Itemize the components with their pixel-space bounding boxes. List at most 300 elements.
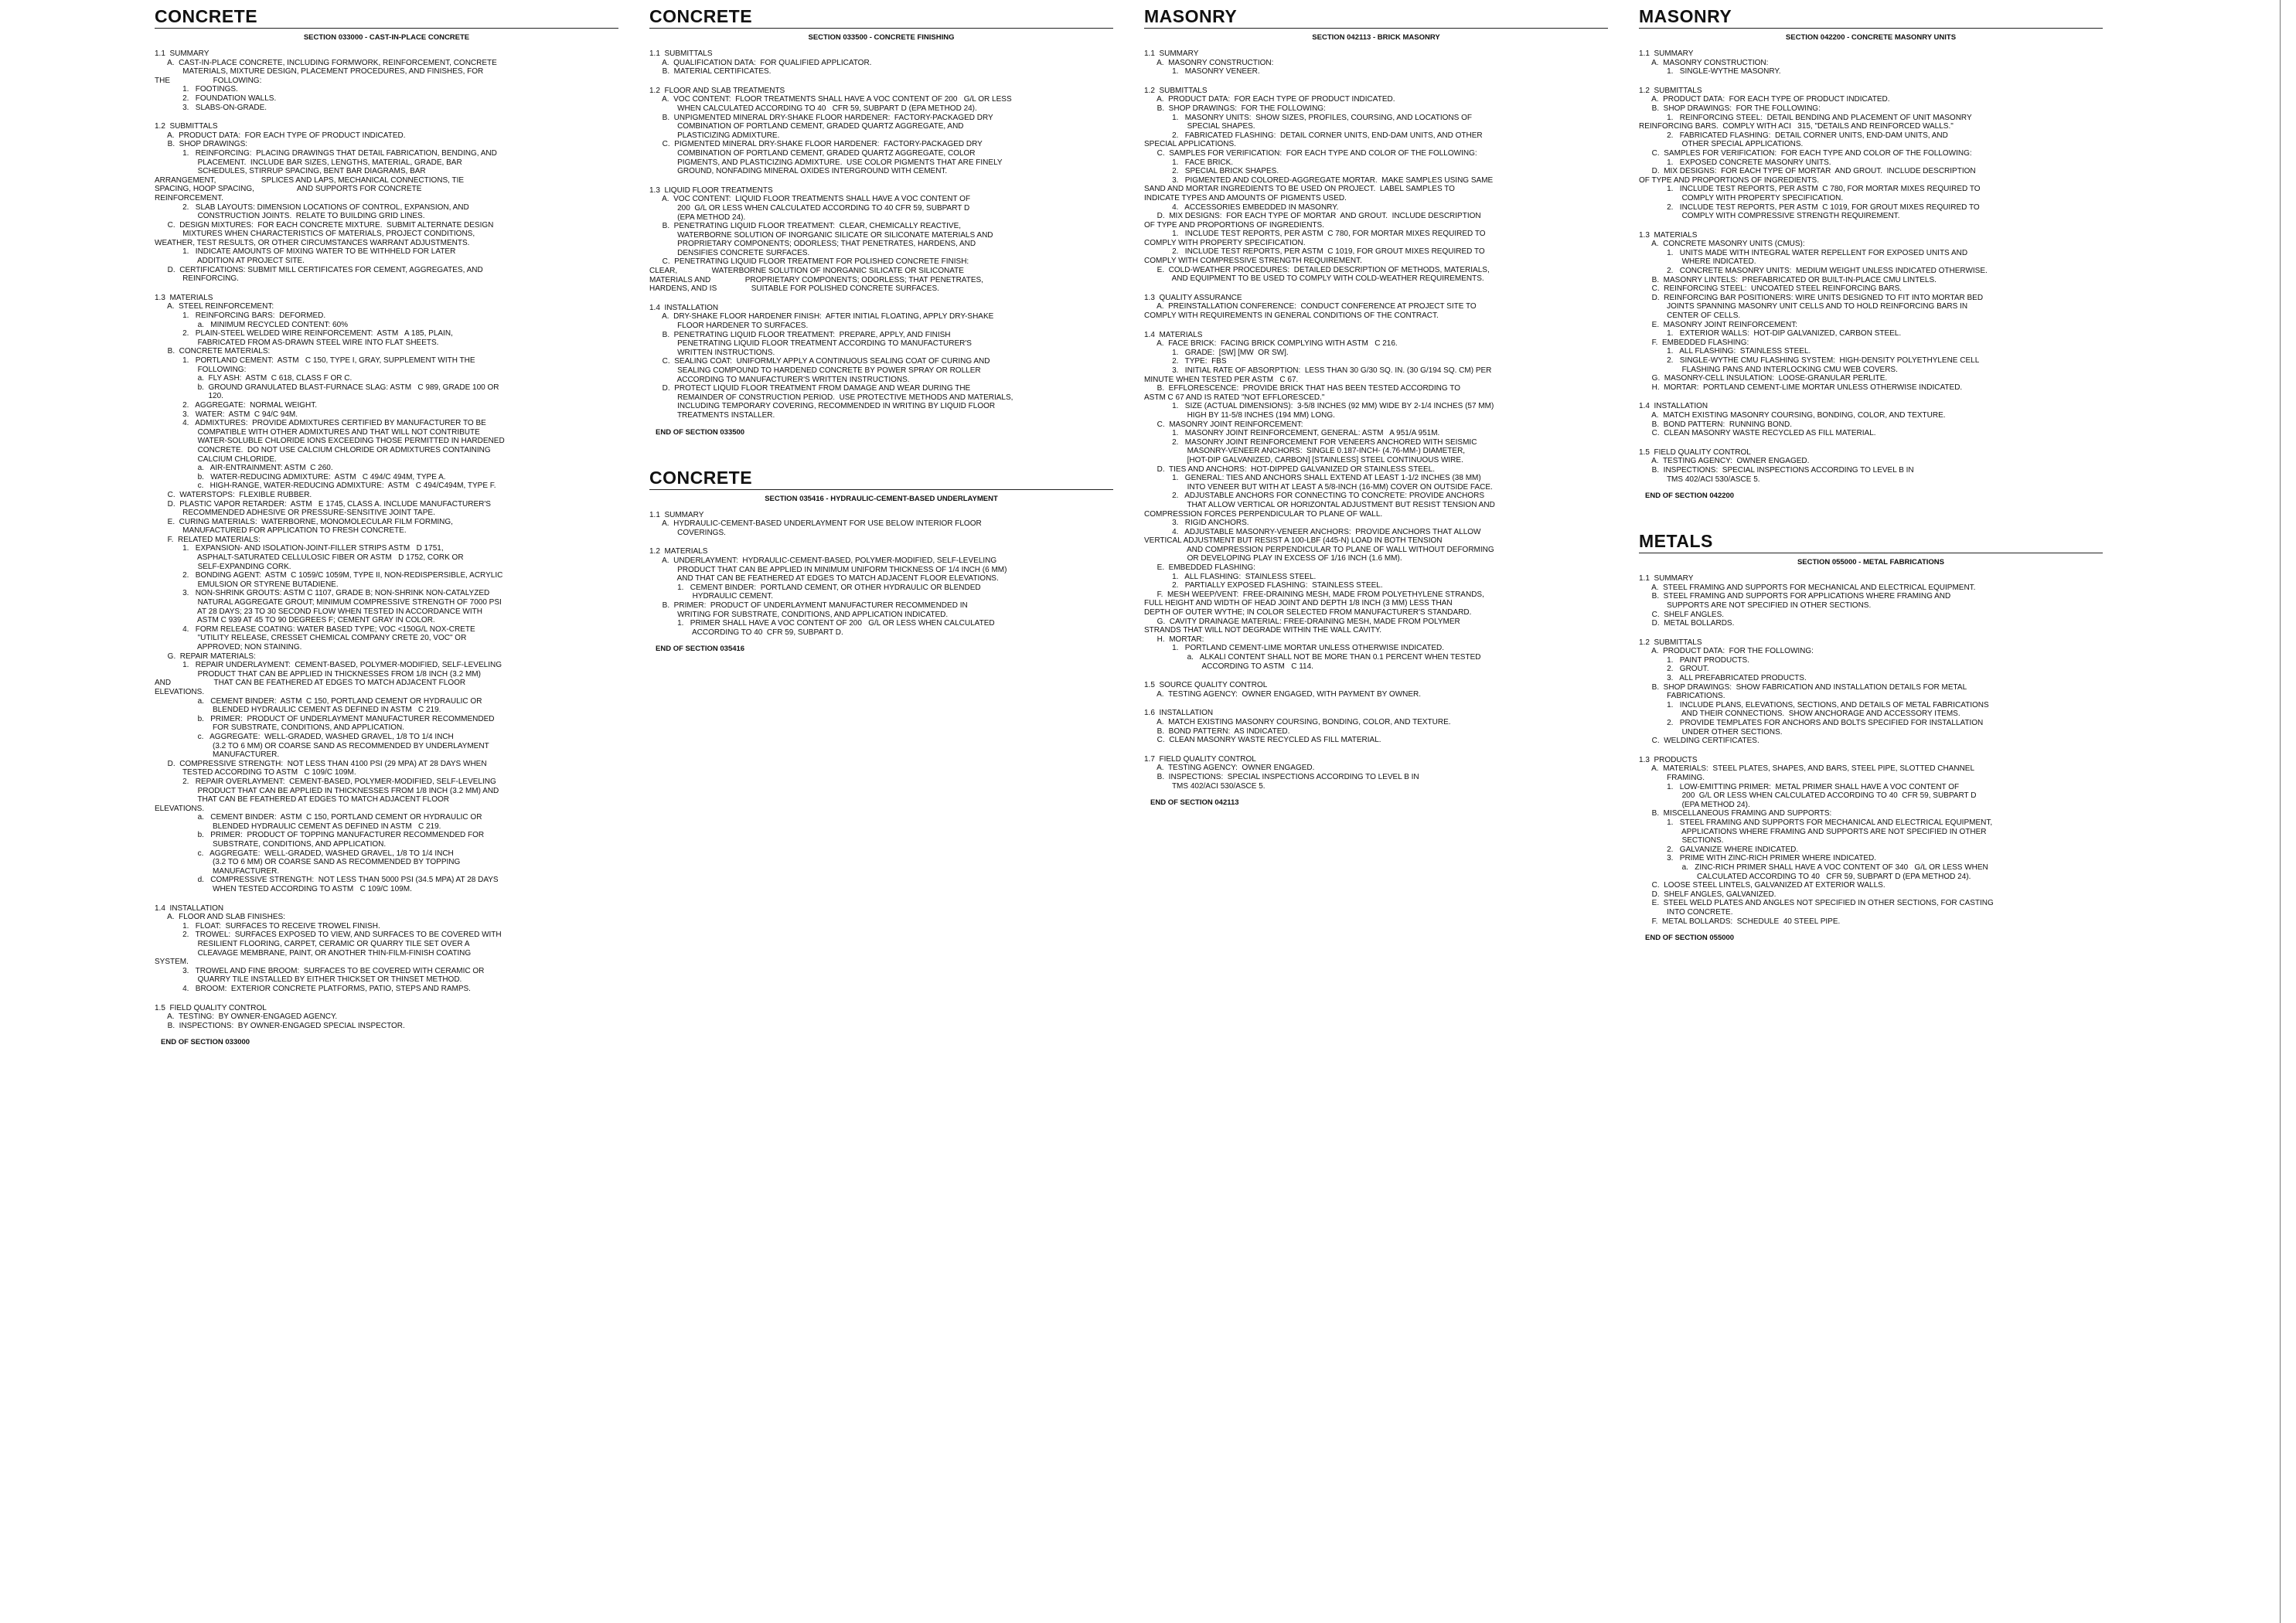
spec-line: ASPHALT-SATURATED CELLULOSIC FIBER OR ASTM D 1752, CORK OR [155,553,464,563]
division-heading: MASONRY [1144,6,1608,29]
spec-line: ADDITION AT PROJECT SITE. [155,257,305,266]
spec-line: PRODUCT THAT CAN BE APPLIED IN MINIMUM UNIFORM THICKNESS OF 1/4 INCH (6 MM) [649,565,1007,574]
spec-line: 2. INCLUDE TEST REPORTS, PER ASTM C 1019, FOR GROUT MIXES REQUIRED TO [1639,202,1980,212]
spec-line: C. PENETRATING LIQUID FLOOR TREATMENT FOR POLISHED CONCRETE FINISH: [649,257,969,267]
spec-line: C. CLEAN MASONRY WASTE RECYCLED AS FILL MATERIAL. [1144,736,1381,745]
spec-line: 2. GROUT. [1639,665,1709,674]
spec-line: 1. EXPANSION- AND ISOLATION-JOINT-FILLER STRIPS ASTM D 1751, [155,544,444,553]
spec-line: SPECIAL APPLICATIONS. [1144,140,1236,149]
division-heading: MASONRY [1639,6,2103,29]
spec-line: 1.1 SUMMARY [1144,49,1199,58]
spec-line: 2. PROVIDE TEMPLATES FOR ANCHORS AND BOLTS SPECIFIED FOR INSTALLATION [1639,719,1984,728]
spec-line: b. GROUND GRANULATED BLAST-FURNACE SLAG: ASTM C 989, GRADE 100 OR [155,383,499,392]
spec-line: 1.4 INSTALLATION [1639,402,1708,411]
spec-line: A. CONCRETE MASONRY UNITS (CMUS): [1639,240,1805,249]
spec-line: TREATMENTS INSTALLER. [649,410,775,420]
spec-line: B. BOND PATTERN: AS INDICATED. [1144,726,1290,736]
blank-line [1639,77,2103,81]
spec-line: COMPLY WITH COMPRESSIVE STRENGTH REQUIREMENT. [1144,257,1362,266]
spec-line: AND COMPRESSION PERPENDICULAR TO PLANE OF WALL WITHOUT DEFORMING [1144,545,1494,554]
blank-line [1144,284,1608,288]
spec-line: D. PLASTIC VAPOR RETARDER: ASTM E 1745, CLASS A. INCLUDE MANUFACTURER'S [155,499,491,509]
spec-line: CONSTRUCTION JOINTS. RELATE TO BUILDING GRID LINES. [155,212,425,221]
spec-line: MATERIALS AND PROPRIETARY COMPONENTS; ODORLESS; THAT PENETRATES, [649,275,983,284]
spec-line: AND THAT CAN BE FEATHERED AT EDGES TO MATCH ADJACENT FLOOR [155,679,466,688]
spec-line: G. REPAIR MATERIALS: [155,652,256,661]
end-of-section: END OF SECTION 033000 [161,1038,250,1047]
spec-line: COVERINGS. [649,528,726,537]
spec-line: "UTILITY RELEASE, CRESSET CHEMICAL COMPANY CRETE 20, VOC" OR [155,634,467,643]
end-of-section: END OF SECTION 055000 [1645,934,1735,943]
spec-line: APPROVED; NON STAINING. [155,643,302,652]
spec-line: MIXTURES WHEN CHARACTERISTICS OF MATERIALS, PROJECT CONDITIONS, [155,230,475,239]
end-of-section: END OF SECTION 042200 [1645,492,1735,501]
blank-line [649,77,1113,81]
spec-line: BLENDED HYDRAULIC CEMENT AS DEFINED IN ASTM C 219. [155,706,441,715]
spec-line: 1. CEMENT BINDER: PORTLAND CEMENT, OR OTHER HYDRAULIC OR BLENDED [649,583,981,592]
spec-line: b. WATER-REDUCING ADMIXTURE: ASTM C 494/C 494M, TYPE A. [155,472,446,481]
spec-line: E. EMBEDDED FLASHING: [1144,563,1255,573]
spec-line: 1.1 SUMMARY [1639,574,1694,584]
spec-line: B. STEEL FRAMING AND SUPPORTS FOR APPLICATIONS WHERE FRAMING AND [1639,592,1951,601]
spec-line: B. MISCELLANEOUS FRAMING AND SUPPORTS: [1639,809,1832,818]
spec-line: MATERIALS, MIXTURE DESIGN, PLACEMENT PROCEDURES, AND FINISHES, FOR [155,67,484,77]
blank-line [155,994,618,999]
column-1 [155,6,618,1060]
spec-line: 2. BONDING AGENT: ASTM C 1059/C 1059M, TYPE II, NON-REDISPERSIBLE, ACRYLIC [155,571,503,580]
spec-line: C. DESIGN MIXTURES: FOR EACH CONCRETE MIXTURE. SUBMIT ALTERNATE DESIGN [155,220,494,230]
spec-line: COMPRESSION FORCES PERPENDICULAR TO PLANE OF WALL. [1144,509,1383,519]
spec-line: 2. GALVANIZE WHERE INDICATED. [1639,845,1799,854]
spec-line: PROPRIETARY COMPONENTS; ODORLESS; THAT PENETRATES, HARDENS, AND [649,240,976,249]
spec-line: ACCORDING TO ASTM C 114. [1144,662,1313,671]
blank-line [649,537,1113,542]
spec-line: B. PRIMER: PRODUCT OF UNDERLAYMENT MANUFACTURER RECOMMENDED IN [649,601,968,610]
spec-line: COMPLY WITH COMPRESSIVE STRENGTH REQUIREMENT. [1639,212,1900,221]
blank-line [155,894,618,899]
spec-line: 1. UNITS MADE WITH INTEGRAL WATER REPELLENT FOR EXPOSED UNITS AND [1639,248,1968,257]
spec-line: CENTER OF CELLS. [1639,311,1741,321]
spec-line: A. TESTING AGENCY: OWNER ENGAGED. [1639,457,1810,466]
spec-line: SYSTEM. [155,958,189,967]
spec-line: A. PRODUCT DATA: FOR EACH TYPE OF PRODUCT INDICATED. [1144,95,1395,104]
spec-line: 1.3 PRODUCTS [1639,755,1698,764]
spec-line: ACCORDING TO 40 CFR 59, SUBPART D. [649,628,843,637]
spec-line: 4. BROOM: EXTERIOR CONCRETE PLATFORMS, PATIO, STEPS AND RAMPS. [155,984,471,993]
spec-line: RESILIENT FLOORING, CARPET, CERAMIC OR QUARRY TILE SET OVER A [155,940,470,948]
blank-line [1144,745,1608,750]
spec-line: A. MASONRY CONSTRUCTION: [1144,58,1274,67]
spec-line: A. DRY-SHAKE FLOOR HARDENER FINISH: AFTER INITIAL FLOATING, APPLY DRY-SHAKE [649,312,994,322]
spec-line: 1.5 FIELD QUALITY CONTROL [1639,447,1751,457]
spec-line: QUARRY TILE INSTALLED BY EITHER THICKSET OR THINSET METHOD. [155,975,462,985]
spec-line: 1. INCLUDE PLANS, ELEVATIONS, SECTIONS, AND DETAILS OF METAL FABRICATIONS [1639,700,1989,709]
spec-line: WHERE INDICATED. [1639,257,1756,267]
spec-line: 2. SINGLE-WYTHE CMU FLASHING SYSTEM: HIGH-DENSITY POLYETHYLENE CELL [1639,356,1980,365]
spec-line: B. INSPECTIONS: SPECIAL INSPECTIONS ACCORDING TO LEVEL B IN [1144,772,1419,781]
spec-line: 1.1 SUMMARY [1639,49,1694,58]
spec-line: E. STEEL WELD PLATES AND ANGLES NOT SPECIFIED IN OTHER SECTIONS, FOR CASTING [1639,899,1994,908]
spec-line: c. HIGH-RANGE, WATER-REDUCING ADMIXTURE: ASTM C 494/C494M, TYPE F. [155,481,496,491]
spec-line: 1. PRIMER SHALL HAVE A VOC CONTENT OF 200 G/L OR LESS WHEN CALCULATED [649,619,995,628]
spec-line: G. CAVITY DRAINAGE MATERIAL: FREE-DRAINING MESH, MADE FROM POLYMER [1144,617,1460,626]
spec-line: COMPLY WITH PROPERTY SPECIFICATION. [1639,193,1844,202]
spec-line: WRITTEN INSTRUCTIONS. [649,348,775,357]
spec-line: 1. ALL FLASHING: STAINLESS STEEL. [1144,572,1317,581]
spec-line: JOINTS SPANNING MASONRY UNIT CELLS AND TO HOLD REINFORCING BARS IN [1639,302,1968,311]
spec-line: a. CEMENT BINDER: ASTM C 150, PORTLAND CEMENT OR HYDRAULIC OR [155,696,482,706]
spec-line: 1. FLOAT: SURFACES TO RECEIVE TROWEL FINISH. [155,921,380,931]
spec-line: SUPPORTS ARE NOT SPECIFIED IN OTHER SECTIONS. [1639,601,1872,610]
spec-line: CLEAVAGE MEMBRANE, PAINT, OR ANOTHER THIN-FILM-FINISH COATING [155,948,472,958]
spec-line: (3.2 TO 6 MM) OR COARSE SAND AS RECOMMENDED BY UNDERLAYMENT [155,741,489,750]
spec-line: CALCULATED ACCORDING TO 40 CFR 59, SUBPART D (EPA METHOD 24). [1639,872,1971,881]
blank-line [1144,699,1608,703]
spec-line: INTO VENEER BUT WITH AT LEAST A 5/8-INCH (16-MM) COVER ON OUTSIDE FACE. [1144,482,1493,492]
spec-line: 2. FABRICATED FLASHING: DETAIL CORNER UNITS, END-DAM UNITS, AND [1639,131,1948,140]
spec-line: REINFORCEMENT. [155,193,223,202]
spec-line: (3.2 TO 6 MM) OR COARSE SAND AS RECOMMENDED BY TOPPING [155,858,461,867]
spec-line: REMAINDER OF CONSTRUCTION PERIOD. USE PROTECTIVE METHODS AND MATERIALS, [649,393,1013,402]
spec-line: 3. TROWEL AND FINE BROOM: SURFACES TO BE COVERED WITH CERAMIC OR [155,966,485,975]
spec-line: WEATHER, TEST RESULTS, OR OTHER CIRCUMSTANCES WARRANT ADJUSTMENTS. [155,238,470,247]
spec-line: A. TESTING AGENCY: OWNER ENGAGED, WITH PAYMENT BY OWNER. [1144,689,1422,699]
spec-line: F. EMBEDDED FLASHING: [1639,338,1749,347]
spec-line: E. COLD-WEATHER PROCEDURES: DETAILED DESCRIPTION OF METHODS, MATERIALS, [1144,265,1490,274]
spec-line: WHEN CALCULATED ACCORDING TO 40 CFR 59, SUBPART D (EPA METHOD 24). [649,104,977,113]
spec-line: 1.2 SUBMITTALS [1639,86,1702,95]
blank-line [649,294,1113,298]
spec-line: a. CEMENT BINDER: ASTM C 150, PORTLAND CEMENT OR HYDRAULIC OR [155,813,482,822]
spec-line: a. ZINC-RICH PRIMER SHALL HAVE A VOC CONTENT OF 340 G/L OR LESS WHEN [1639,863,1988,872]
spec-line: 1.4 MATERIALS [1144,330,1203,339]
spec-line: TMS 402/ACI 530/ASCE 5. [1639,475,1760,484]
spec-line: c. AGGREGATE: WELL-GRADED, WASHED GRAVEL, 1/8 TO 1/4 INCH [155,732,454,741]
spec-line: APPLICATIONS WHERE FRAMING AND SUPPORTS ARE NOT SPECIFIED IN OTHER [1639,827,1987,836]
spec-line: C. SHELF ANGLES. [1639,610,1725,619]
spec-line: DEPTH OF OUTER WYTHE; IN COLOR SELECTED FROM MANUFACTURER'S STANDARD. [1144,608,1472,618]
spec-line: A. UNDERLAYMENT: HYDRAULIC-CEMENT-BASED, POLYMER-MODIFIED, SELF-LEVELING [649,556,997,565]
sheet-border-line [2280,0,2281,1623]
division-heading: CONCRETE [649,6,1113,29]
spec-line: C. WATERSTOPS: FLEXIBLE RUBBER. [155,490,312,499]
blank-line [1639,628,2103,633]
spec-line: DENSIFIES CONCRETE SURFACES. [649,248,810,257]
blank-line [1144,671,1608,675]
spec-line: G. MASONRY-CELL INSULATION: LOOSE-GRANULAR PERLITE. [1639,374,1888,383]
spec-line: B. INSPECTIONS: BY OWNER-ENGAGED SPECIAL INSPECTOR. [155,1021,405,1030]
spec-line: B. SHOP DRAWINGS: [155,140,248,149]
spec-line: 120. [155,392,223,401]
spec-line: A. STEEL FRAMING AND SUPPORTS FOR MECHANICAL AND ELECTRICAL EQUIPMENT. [1639,583,1976,592]
blank-line [155,112,618,117]
spec-line: 2. SPECIAL BRICK SHAPES. [1144,167,1279,176]
spec-line: A. PRODUCT DATA: FOR THE FOLLOWING: [1639,647,1814,656]
spec-line: 2. CONCRETE MASONRY UNITS: MEDIUM WEIGHT UNLESS INDICATED OTHERWISE. [1639,267,1988,276]
spec-line: A. FACE BRICK: FACING BRICK COMPLYING WITH ASTM C 216. [1144,339,1398,349]
spec-line: 1. GENERAL: TIES AND ANCHORS SHALL EXTEND AT LEAST 1-1/2 INCHES (38 MM) [1144,474,1481,483]
spec-line: C. PIGMENTED MINERAL DRY-SHAKE FLOOR HARDENER: FACTORY-PACKAGED DRY [649,140,983,149]
spec-line: COMPLY WITH REQUIREMENTS IN GENERAL CONDITIONS OF THE CONTRACT. [1144,311,1439,321]
spec-line: CALCIUM CHLORIDE. [155,454,277,464]
spec-line: 2. TYPE: FBS [1144,357,1227,366]
blank-line [649,176,1113,181]
division-heading: CONCRETE [649,468,1113,490]
spec-line: 1. REPAIR UNDERLAYMENT: CEMENT-BASED, POLYMER-MODIFIED, SELF-LEVELING [155,661,502,670]
spec-line: 1.5 SOURCE QUALITY CONTROL [1144,681,1268,690]
spec-line: WATER-SOLUBLE CHLORIDE IONS EXCEEDING THOSE PERMITTED IN HARDENED [155,437,505,446]
spec-line: RECOMMENDED ADHESIVE OR PRESSURE-SENSITIVE JOINT TAPE. [155,509,435,518]
spec-line: AT 28 DAYS; 23 TO 30 SECOND FLOW WHEN TESTED IN ACCORDANCE WITH [155,607,482,616]
spec-line: 2. SLAB LAYOUTS: DIMENSION LOCATIONS OF CONTROL, EXPANSION, AND [155,202,469,212]
spec-line: 1. ALL FLASHING: STAINLESS STEEL. [1639,347,1811,356]
spec-line: 2. AGGREGATE: NORMAL WEIGHT. [155,400,318,410]
spec-line: 1.3 MATERIALS [1639,230,1698,240]
spec-line: a. AIR-ENTRAINMENT: ASTM C 260. [155,464,333,473]
spec-line: TMS 402/ACI 530/ASCE 5. [1144,781,1266,791]
spec-line: C. WELDING CERTIFICATES. [1639,737,1759,746]
spec-line: WRITING FOR SUBSTRATE, CONDITIONS, AND APPLICATION INDICATED. [649,610,949,619]
spec-line: D. METAL BOLLARDS. [1639,619,1735,628]
spec-line: b. PRIMER: PRODUCT OF UNDERLAYMENT MANUFACTURER RECOMMENDED [155,714,495,723]
blank-line [1639,221,2103,226]
spec-line: ASTM C 939 AT 45 TO 90 DEGREES F; CEMENT GRAY IN COLOR. [155,616,435,625]
spec-line: SPACING, HOOP SPACING, AND SUPPORTS FOR CONCRETE [155,185,422,194]
spec-line: 1. GRADE: [SW] [MW OR SW]. [1144,348,1289,357]
spec-line: ARRANGEMENT, SPLICES AND LAPS, MECHANICAL CONNECTIONS, TIE [155,175,465,185]
spec-line: (EPA METHOD 24). [1639,800,1750,809]
spec-line: 2. FOUNDATION WALLS. [155,94,277,103]
spec-line: UNDER OTHER SECTIONS. [1639,727,1783,737]
spec-line: COMPATIBLE WITH OTHER ADMIXTURES AND THAT WILL NOT CONTRIBUTE [155,427,480,437]
spec-line: 1. LOW-EMITTING PRIMER: METAL PRIMER SHALL HAVE A VOC CONTENT OF [1639,782,1960,791]
spec-line: MASONRY-VENEER ANCHORS: SINGLE 0.187-INCH- (4.76-MM-) DIAMETER, [1144,447,1466,456]
spec-line: REINFORCING. [155,274,239,284]
spec-line: A. TESTING: BY OWNER-ENGAGED AGENCY. [155,1012,338,1022]
spec-line: B. CONCRETE MATERIALS: [155,347,271,356]
spec-line: WHEN TESTED ACCORDING TO ASTM C 109/C 109M. [155,885,412,894]
spec-line: 1.7 FIELD QUALITY CONTROL [1144,754,1256,764]
spec-section [649,451,1113,654]
spec-line: 1. INCLUDE TEST REPORTS, PER ASTM C 780, FOR MORTAR MIXES REQUIRED TO [1639,185,1981,194]
spec-line: ELEVATIONS. [155,804,205,813]
spec-line: 1. REINFORCING BARS: DEFORMED. [155,311,326,321]
spec-line: 1.2 MATERIALS [649,547,708,556]
end-of-section: END OF SECTION 033500 [656,427,745,437]
spec-line: a. MINIMUM RECYCLED CONTENT: 60% [155,320,349,329]
spec-line: 1.5 FIELD QUALITY CONTROL [155,1003,267,1012]
spec-line: 2. REPAIR OVERLAYMENT: CEMENT-BASED, POLYMER-MODIFIED, SELF-LEVELING [155,777,496,786]
section-title: SECTION 042200 - CONCRETE MASONRY UNITS [1785,33,1957,42]
spec-line: ELEVATIONS. [155,687,205,696]
spec-line: 1.1 SUMMARY [155,49,210,58]
spec-line: PRODUCT THAT CAN BE APPLIED IN THICKNESSES FROM 1/8 INCH (3.2 MM) [155,669,481,679]
spec-line: VERTICAL ADJUSTMENT BUT RESIST A 100-LBF (445-N) LOAD IN BOTH TENSION [1144,536,1443,546]
spec-line: OTHER SPECIAL APPLICATIONS. [1639,140,1804,149]
spec-line: MANUFACTURER. [155,866,280,876]
spec-line: 1. SINGLE-WYTHE MASONRY. [1639,67,1781,77]
spec-line: E. CURING MATERIALS: WATERBORNE, MONOMOLECULAR FILM FORMING, [155,517,453,526]
spec-line: H. MORTAR: PORTLAND CEMENT-LIME MORTAR UNLESS OTHERWISE INDICATED. [1639,383,1963,392]
spec-line: ACCORDING TO MANUFACTURER'S WRITTEN INSTRUCTIONS. [649,375,910,384]
spec-line: b. PRIMER: PRODUCT OF TOPPING MANUFACTURER RECOMMENDED FOR [155,831,485,840]
spec-line: 2. PARTIALLY EXPOSED FLASHING: STAINLESS STEEL. [1144,581,1383,590]
spec-line: 1. STEEL FRAMING AND SUPPORTS FOR MECHANICAL AND ELECTRICAL EQUIPMENT, [1639,818,1993,827]
spec-line: B. EFFLORESCENCE: PROVIDE BRICK THAT HAS BEEN TESTED ACCORDING TO [1144,384,1460,393]
spec-line: 1. FACE BRICK. [1144,158,1234,167]
spec-line: CLEAR, WATERBORNE SOLUTION OF INORGANIC SILICATE OR SILICONATE [649,267,964,276]
blank-line [1639,392,2103,396]
spec-line: 1. EXTERIOR WALLS: HOT-DIP GALVANIZED, CARBON STEEL. [1639,329,1902,339]
spec-line: A. MATERIALS: STEEL PLATES, SHAPES, AND BARS, STEEL PIPE, SLOTTED CHANNEL [1639,764,1975,774]
division-heading: CONCRETE [155,6,618,29]
spec-line: C. SEALING COAT: UNIFORMLY APPLY A CONTINUOUS SEALING COAT OF CURING AND [649,357,990,366]
spec-section [1639,514,2103,942]
spec-line: D. TIES AND ANCHORS: HOT-DIPPED GALVANIZED OR STAINLESS STEEL. [1144,464,1436,474]
spec-line: FABRICATIONS. [1639,692,1725,701]
spec-line: 2. ADJUSTABLE ANCHORS FOR CONNECTING TO CONCRETE: PROVIDE ANCHORS [1144,492,1485,501]
spec-line: 4. ADJUSTABLE MASONRY-VENEER ANCHORS: PROVIDE ANCHORS THAT ALLOW [1144,527,1481,536]
section-title: SECTION 035416 - HYDRAULIC-CEMENT-BASED UNDERLAYMENT [765,494,998,503]
blank-line [1144,321,1608,325]
spec-line: C. MASONRY JOINT REINFORCEMENT: [1144,420,1303,429]
spec-line: A. PREINSTALLATION CONFERENCE: CONDUCT CONFERENCE AT PROJECT SITE TO [1144,302,1477,311]
spec-line: 1. REINFORCING: PLACING DRAWINGS THAT DETAIL FABRICATION, BENDING, AND [155,148,497,158]
spec-line: D. COMPRESSIVE STRENGTH: NOT LESS THAN 4100 PSI (29 MPA) AT 28 DAYS WHEN [155,759,487,768]
spec-line: HIGH BY 11-5/8 INCHES (194 MM) LONG. [1144,410,1335,420]
spec-line: HARDENS, AND IS SUITABLE FOR POLISHED CONCRETE SURFACES. [649,284,939,294]
blank-line [155,284,618,288]
spec-line: A. TESTING AGENCY: OWNER ENGAGED. [1144,764,1315,773]
spec-line: PLACEMENT. INCLUDE BAR SIZES, LENGTHS, MATERIAL, GRADE, BAR [155,158,462,167]
division-heading: METALS [1639,531,2103,553]
blank-line [1639,438,2103,443]
spec-line: C. LOOSE STEEL LINTELS, GALVANIZED AT EXTERIOR WALLS. [1639,881,1886,890]
spec-line: SUBSTRATE, CONDITIONS, AND APPLICATION. [155,840,387,849]
spec-line: MINUTE WHEN TESTED PER ASTM C 67. [1144,375,1299,384]
spec-line: PRODUCT THAT CAN BE APPLIED IN THICKNESSES FROM 1/8 INCH (3.2 MM) AND [155,786,499,795]
spec-line: COMBINATION OF PORTLAND CEMENT, GRADED QUARTZ AGGREGATE, COLOR [649,148,976,158]
spec-line: 3. RIGID ANCHORS. [1144,519,1249,528]
spec-line: B. SHOP DRAWINGS: FOR THE FOLLOWING: [1639,104,1821,113]
spec-line: 1. INCLUDE TEST REPORTS, PER ASTM C 780, FOR MORTAR MIXES REQUIRED TO [1144,230,1486,239]
spec-line: 1.1 SUMMARY [649,510,704,519]
spec-line: A. PRODUCT DATA: FOR EACH TYPE OF PRODUCT INDICATED. [155,131,406,140]
spec-line: [HOT-DIP GALVANIZED, CARBON] [STAINLESS] STEEL CONTINUOUS WIRE. [1144,455,1463,464]
spec-line: SEALING COMPOUND TO HARDENED CONCRETE BY POWER SPRAY OR ROLLER [649,366,981,375]
spec-line: PLASTICIZING ADMIXTURE. [649,131,780,140]
spec-line: FOLLOWING: [155,365,247,374]
spec-line: 1.2 SUBMITTALS [1639,638,1702,647]
spec-line: 1.2 SUBMITTALS [155,122,218,131]
spec-line: ASTM C 67 AND IS RATED "NOT EFFLORESCED." [1144,393,1325,402]
spec-line: STRANDS THAT WILL NOT DEGRADE WITHIN THE WALL CAVITY. [1144,626,1382,635]
spec-line: COMPLY WITH PROPERTY SPECIFICATION. [1144,238,1306,247]
spec-line: A. HYDRAULIC-CEMENT-BASED UNDERLAYMENT FOR USE BELOW INTERIOR FLOOR [649,519,982,529]
spec-line: F. METAL BOLLARDS: SCHEDULE 40 STEEL PIPE. [1639,917,1841,926]
spec-line: B. SHOP DRAWINGS: SHOW FABRICATION AND INSTALLATION DETAILS FOR METAL [1639,682,1967,692]
spec-line: 1. MASONRY JOINT REINFORCEMENT, GENERAL: ASTM A 951/A 951M. [1144,429,1440,438]
blank-line [1144,77,1608,81]
section-title: SECTION 042113 - BRICK MASONRY [1312,33,1440,42]
spec-line: REINFORCING BARS. COMPLY WITH ACI 315, "DETAILS AND REINFORCED WALLS." [1639,122,1954,131]
spec-line: INDICATE TYPES AND AMOUNTS OF PIGMENTS USED. [1144,193,1347,202]
spec-line: (EPA METHOD 24). [649,213,746,222]
spec-line: 1.6 INSTALLATION [1144,709,1214,718]
spec-line: C. SAMPLES FOR VERIFICATION: FOR EACH TYPE AND COLOR OF THE FOLLOWING: [1639,148,1972,158]
spec-line: E. MASONRY JOINT REINFORCEMENT: [1639,320,1798,329]
spec-line: A. VOC CONTENT: FLOOR TREATMENTS SHALL HAVE A VOC CONTENT OF 200 G/L OR LESS [649,95,1012,104]
spec-line: FABRICATED FROM AS-DRAWN STEEL WIRE INTO FLAT SHEETS. [155,338,439,347]
spec-line: THAT CAN BE FEATHERED AT EDGES TO MATCH ADJACENT FLOOR [155,795,449,805]
spec-line: A. MASONRY CONSTRUCTION: [1639,58,1769,67]
spec-line: 1. MASONRY UNITS: SHOW SIZES, PROFILES, COURSING, AND LOCATIONS OF [1144,113,1472,122]
spec-line: 1.3 QUALITY ASSURANCE [1144,293,1242,302]
spec-line: GROUND, NONFADING MINERAL OXIDES INTERGROUND WITH CEMENT. [649,167,948,176]
spec-section [155,6,618,1046]
spec-line: 3. SLABS-ON-GRADE. [155,103,267,112]
spec-line: TESTED ACCORDING TO ASTM C 109/C 109M. [155,768,356,777]
spec-line: SPECIAL SHAPES. [1144,122,1255,131]
spec-line: NATURAL AGGREGATE GROUT; MINIMUM COMPRESSIVE STRENGTH OF 7000 PSI [155,598,502,607]
column-2 [649,6,1113,667]
spec-line: 1. PAINT PRODUCTS. [1639,655,1749,665]
spec-line: d. COMPRESSIVE STRENGTH: NOT LESS THAN 5000 PSI (34.5 MPA) AT 28 DAYS [155,876,499,885]
spec-line: B. BOND PATTERN: RUNNING BOND. [1639,420,1792,429]
spec-line: 200 G/L OR LESS WHEN CALCULATED ACCORDING TO 40 CFR 59, SUBPART D [649,203,970,213]
spec-line: OF TYPE AND PROPORTIONS OF INGREDIENTS. [1639,175,1819,185]
spec-line: C. REINFORCING STEEL: UNCOATED STEEL REINFORCING BARS. [1639,284,1903,294]
spec-line: 3. PRIME WITH ZINC-RICH PRIMER WHERE INDICATED. [1639,854,1877,863]
spec-line: B. PENETRATING LIQUID FLOOR TREATMENT: CLEAR, CHEMICALLY REACTIVE, [649,222,962,231]
spec-line: 1.4 INSTALLATION [155,903,224,913]
spec-line: THAT ALLOW VERTICAL OR HORIZONTAL ADJUSTMENT BUT RESIST TENSION AND [1144,500,1495,509]
spec-line: A. PRODUCT DATA: FOR EACH TYPE OF PRODUCT INDICATED. [1639,95,1890,104]
spec-line: WATERBORNE SOLUTION OF INORGANIC SILICATE OR SILICONATE MATERIALS AND [649,230,993,240]
spec-line: THE FOLLOWING: [155,76,262,85]
spec-line: 1. PORTLAND CEMENT-LIME MORTAR UNLESS OTHERWISE INDICATED. [1144,644,1445,653]
spec-line: 1.3 MATERIALS [155,293,213,302]
spec-line: EMULSION OR STYRENE BUTADIENE. [155,580,339,589]
spec-line: 3. INITIAL RATE OF ABSORPTION: LESS THAN 30 G/30 SQ. IN. (30 G/194 SQ. CM) PER [1144,366,1492,375]
spec-line: 4. ADMIXTURES: PROVIDE ADMIXTURES CERTIFIED BY MANUFACTURER TO BE [155,419,486,428]
spec-line: HYDRAULIC CEMENT. [649,592,774,601]
spec-line: 1. REINFORCING STEEL: DETAIL BENDING AND PLACEMENT OF UNIT MASONRY [1639,113,1972,122]
spec-line: F. MESH WEEP/VENT: FREE-DRAINING MESH, MADE FROM POLYETHYLENE STRANDS, [1144,590,1484,599]
spec-line: 200 G/L OR LESS WHEN CALCULATED ACCORDING TO 40 CFR 59, SUBPART D [1639,791,1977,801]
spec-line: A. QUALIFICATION DATA: FOR QUALIFIED APPLICATOR. [649,58,872,67]
spec-line: OF TYPE AND PROPORTIONS OF INGREDIENTS. [1144,220,1324,230]
spec-line: B. MASONRY LINTELS: PREFABRICATED OR BUILT-IN-PLACE CMU LINTELS. [1639,275,1937,284]
spec-line: A. CAST-IN-PLACE CONCRETE, INCLUDING FORMWORK, REINFORCEMENT, CONCRETE [155,58,497,67]
spec-line: D. REINFORCING BAR POSITIONERS: WIRE UNITS DESIGNED TO FIT INTO MORTAR BED [1639,293,1984,302]
spec-line: 3. ALL PREFABRICATED PRODUCTS. [1639,674,1807,683]
spec-line: D. MIX DESIGNS: FOR EACH TYPE OF MORTAR AND GROUT. INCLUDE DESCRIPTION [1639,167,1976,176]
spec-line: D. CERTIFICATIONS: SUBMIT MILL CERTIFICATES FOR CEMENT, AGGREGATES, AND [155,265,483,274]
spec-line: B. MATERIAL CERTIFICATES. [649,67,772,77]
blank-line [1639,746,2103,750]
spec-line: OR DEVELOPING PLAY IN EXCESS OF 1/16 INCH (1.6 MM). [1144,554,1402,563]
spec-line: 2. MASONRY JOINT REINFORCEMENT FOR VENEERS ANCHORED WITH SEISMIC [1144,437,1477,447]
spec-line: 2. INCLUDE TEST REPORTS, PER ASTM C 1019, FOR GROUT MIXES REQUIRED TO [1144,247,1485,257]
spec-line: 1. INDICATE AMOUNTS OF MIXING WATER TO BE WITHHELD FOR LATER [155,247,456,257]
spec-line: F. RELATED MATERIALS: [155,535,261,544]
end-of-section: END OF SECTION 042113 [1150,798,1239,808]
spec-line: COMBINATION OF PORTLAND CEMENT, GRADED QUARTZ AGGREGATE, AND [649,122,964,131]
spec-line: AND THAT CAN BE FEATHERED AT EDGES TO MATCH ADJACENT FLOOR ELEVATIONS. [649,574,999,584]
spec-line: A. STEEL REINFORCEMENT: [155,302,274,311]
spec-line: C. CLEAN MASONRY WASTE RECYCLED AS FILL MATERIAL. [1639,429,1876,438]
